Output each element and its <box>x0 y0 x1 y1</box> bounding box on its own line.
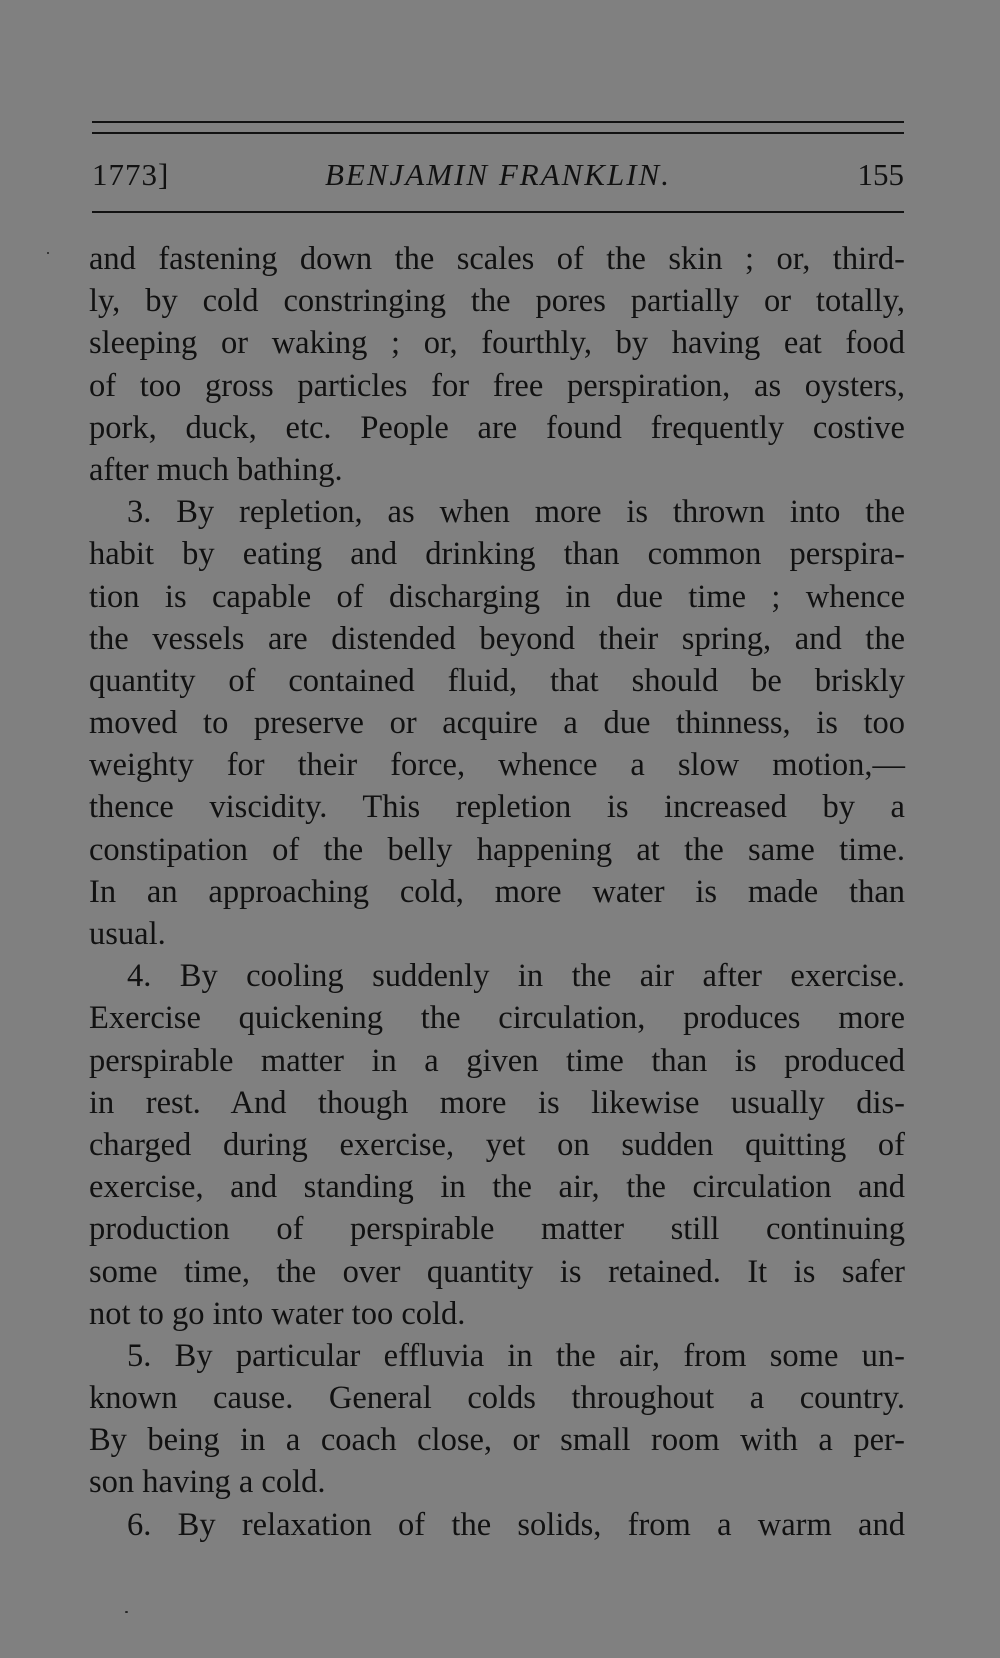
header-title: BENJAMIN FRANKLIN. <box>325 157 671 192</box>
text-line: 3. By repletion, as when more is thrown into the <box>127 494 905 531</box>
text-line: exercise, and standing in the air, the circulation and <box>89 1169 905 1206</box>
text-line: of too gross particles for free perspiration, as oysters, <box>89 367 905 404</box>
running-head <box>92 150 904 200</box>
text-line: 6. By relaxation of the solids, from a warm and <box>127 1506 905 1543</box>
text-line: and fastening down the scales of the skin ; or, third- <box>89 241 905 277</box>
header-year: 1773] <box>92 157 170 192</box>
text-line: tion is capable of discharging in due time ; whence <box>89 578 905 615</box>
text-line: sleeping or waking ; or, fourthly, by having eat food <box>89 325 905 362</box>
text-line: In an approaching cold, more water is made than <box>89 873 905 910</box>
page-number: 155 <box>857 157 904 192</box>
text-line: the vessels are distended beyond their spring, and the <box>89 620 905 657</box>
text-line: some time, the over quantity is retained. It is safer <box>89 1253 905 1290</box>
header-rule-second <box>92 132 904 134</box>
text-line: not to go into water too cold. <box>89 1295 466 1332</box>
text-line: production of perspirable matter still continuing <box>89 1211 905 1248</box>
text-line: By being in a coach close, or small room with a per- <box>89 1422 905 1459</box>
text-line: habit by eating and drinking than common perspira- <box>89 536 905 573</box>
text-line: in rest. And though more is likewise usually dis- <box>89 1084 905 1121</box>
text-line: 5. By particular effluvia in the air, from some un- <box>127 1337 905 1374</box>
text-line: 4. By cooling suddenly in the air after exercise. <box>127 958 905 995</box>
text-line: after much bathing. <box>89 451 343 488</box>
header-rule-bottom <box>92 211 904 213</box>
text-line: thence viscidity. This repletion is increased by a <box>89 789 905 826</box>
text-line: known cause. General colds throughout a country. <box>89 1380 905 1417</box>
text-line: moved to preserve or acquire a due thinness, is too <box>89 705 905 742</box>
text-line: ly, by cold constringing the pores partially or totally, <box>89 283 905 320</box>
text-line: pork, duck, etc. People are found frequently costive <box>89 409 905 446</box>
page-speck <box>47 252 49 254</box>
text-line: usual. <box>89 916 166 952</box>
text-line: son having a cold. <box>89 1464 326 1501</box>
page-speck <box>125 1611 128 1613</box>
text-line: perspirable matter in a given time than is produced <box>89 1042 905 1079</box>
text-line: quantity of contained fluid, that should be briskly <box>89 662 905 699</box>
header-rule-top <box>92 121 904 123</box>
text-line: weighty for their force, whence a slow motion,— <box>89 747 905 784</box>
body-text <box>89 238 905 1546</box>
text-line: charged during exercise, yet on sudden quitting of <box>89 1126 905 1163</box>
text-line: Exercise quickening the circulation, produces more <box>89 1000 905 1037</box>
text-line: constipation of the belly happening at the same time. <box>89 831 905 868</box>
